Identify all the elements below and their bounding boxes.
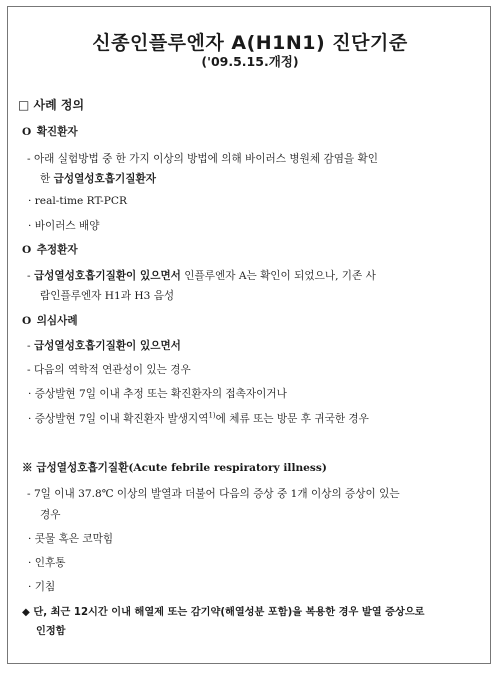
section-heading: □ 사례 정의 (18, 98, 85, 112)
suspected-criterion (28, 411, 369, 426)
emphasis: 급성열성호흡기질환자 (53, 173, 156, 185)
note-desc-cont: 경우 (40, 509, 61, 521)
probable-heading (22, 242, 78, 257)
revision-date: ('09.5.15.개정) (201, 54, 299, 69)
footnote-ref: 1) (208, 411, 216, 420)
suspected-criterion: · 증상발현 7일 이내 추정 또는 확진환자의 접촉자이거나 (28, 388, 287, 400)
bullet-symbol: O (22, 244, 32, 256)
symptom-item: · 기침 (28, 581, 56, 593)
text-span: - (27, 340, 34, 352)
confirmed-desc: - 아래 실험방법 중 한 가지 이상의 방법에 의해 바이러스 병원체 감염을 확인 (27, 153, 378, 165)
suspected-heading (22, 313, 78, 328)
confirmed-desc-cont (40, 171, 156, 186)
emphasis: 급성열성호흡기질환이 있으면서 (33, 270, 181, 282)
suspected-heading-label: 의심사례 (36, 315, 78, 327)
probable-heading-label: 추정환자 (36, 244, 78, 256)
text-span: 한 (40, 173, 54, 185)
suspected-criterion: - 다음의 역학적 연관성이 있는 경우 (27, 364, 191, 376)
bullet-symbol: O (22, 126, 32, 138)
method-item: · 바이러스 배양 (28, 220, 100, 232)
confirmed-heading (22, 124, 78, 139)
suspected-criterion (27, 338, 181, 353)
text-span: 인플루엔자 A는 확인이 되었으나, 기존 사 (180, 270, 376, 282)
bullet-symbol: O (22, 315, 32, 327)
symptom-item: · 인후통 (28, 557, 66, 569)
symptom-item: · 콧물 혹은 코막힘 (28, 533, 114, 545)
emphasis: 급성열성호흡기질환이 있으면서 (33, 340, 181, 352)
page-title: 신종인플루엔자 A(H1N1) 진단기준 (92, 32, 408, 54)
caveat-note-cont: 인정함 (36, 626, 66, 637)
text-span: · 증상발현 7일 이내 확진환자 발생지역 (28, 413, 209, 425)
note-desc: - 7일 이내 37.8℃ 이상의 발열과 더불어 다음의 증상 중 1개 이상의 증상이 있는 (27, 488, 400, 500)
note-heading: ※ 급성열성호흡기질환(Acute febrile respiratory illness) (22, 462, 327, 474)
text-span: - (27, 270, 34, 282)
confirmed-heading-label: 확진환자 (36, 126, 78, 138)
probable-desc-cont: 람인플루엔자 H1과 H3 음성 (40, 290, 175, 302)
caveat-note: ◆ 단, 최근 12시간 이내 해열제 또는 감기약(해열성분 포함)을 복용한 경우 발열 증상으로 (22, 607, 425, 618)
text-span: 에 체류 또는 방문 후 귀국한 경우 (215, 413, 369, 425)
probable-desc (27, 268, 376, 283)
method-item: · real-time RT-PCR (28, 195, 127, 207)
